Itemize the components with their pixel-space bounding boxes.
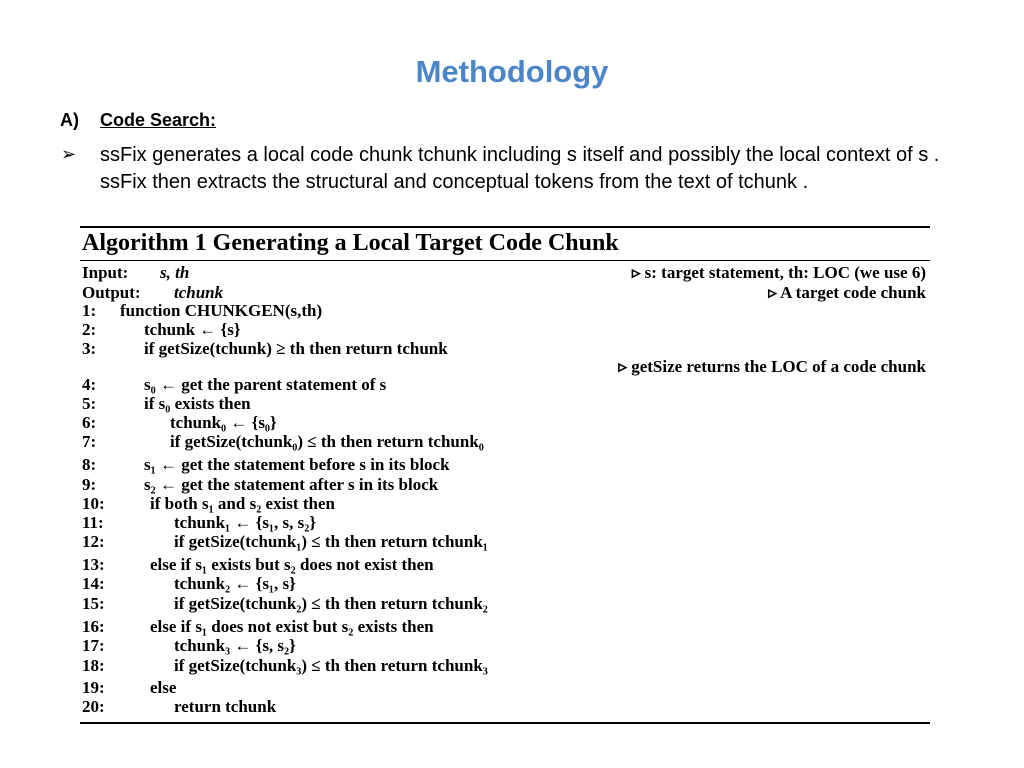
input-line — [80, 263, 930, 283]
line-number: 5: — [82, 394, 97, 413]
algorithm-box — [80, 226, 930, 724]
line-code: tchunk₁ ← {s₁, s, s₂} — [174, 513, 317, 532]
line-code: tchunk₃ ← {s, s₂} — [174, 636, 296, 655]
header-rule — [80, 260, 930, 261]
line-code: function CHUNKGEN(s,th) — [120, 301, 323, 320]
line-code: if getSize(tchunk₁) ≤ th then return tchunk₁ — [174, 532, 488, 551]
line-code: tchunk₀ ← {s₀} — [170, 413, 277, 432]
input-label: Input: — [82, 263, 129, 282]
bullet-arrow-icon: ➢ — [61, 144, 77, 164]
line-number: 18: — [82, 656, 105, 675]
line-number: 8: — [82, 455, 97, 474]
algorithm-line — [80, 301, 930, 321]
line-number: 6: — [82, 413, 97, 432]
algorithm-line — [80, 656, 930, 676]
output-line — [80, 283, 930, 303]
line-code: return tchunk — [174, 697, 277, 716]
algorithm-line — [80, 475, 930, 495]
algorithm-line — [80, 375, 930, 395]
line-code: else if s₁ does not exist but s₂ exists then — [150, 617, 434, 636]
algorithm-line — [80, 320, 930, 340]
line-code: if both s₁ and s₂ exist then — [150, 494, 335, 513]
line-number: 10: — [82, 494, 105, 513]
algorithm-line — [80, 697, 930, 717]
line-number: 13: — [82, 555, 105, 574]
line-code: s₁ ← get the statement before s in its block — [144, 455, 450, 474]
line-number: 1: — [82, 301, 97, 320]
line-code: s₂ ← get the statement after s in its block — [144, 475, 439, 494]
line-code: tchunk₂ ← {s₁, s} — [174, 574, 296, 593]
line-code: if getSize(tchunk₃) ≤ th then return tchunk₃ — [174, 656, 488, 675]
line-number: 7: — [82, 432, 97, 451]
line-number: 16: — [82, 617, 105, 636]
bullet-text: ssFix generates a local code chunk tchunk including s itself and possibly the local context of s . ssFix then extracts the structural and conceptual tokens from the text of tchunk . — [100, 144, 940, 193]
algorithm-line — [80, 394, 930, 414]
bottom-rule — [80, 722, 930, 724]
line-number: 2: — [82, 320, 97, 339]
algorithm-header: Algorithm 1 Generating a Local Target Code Chunk — [82, 230, 619, 256]
line-number: 12: — [82, 532, 105, 551]
output-comment: ▹ A target code chunk — [768, 283, 926, 302]
algorithm-line — [80, 574, 930, 594]
algorithm-line — [80, 513, 930, 533]
algorithm-line — [80, 617, 930, 637]
slide-title: Methodology — [415, 54, 609, 89]
line-number: 19: — [82, 678, 105, 697]
line-code: if s₀ exists then — [144, 394, 251, 413]
line-code: if getSize(tchunk₂) ≤ th then return tchunk₂ — [174, 594, 488, 613]
algorithm-line — [80, 357, 930, 377]
algorithm-line — [80, 494, 930, 514]
input-comment: ▹ s: target statement, th: LOC (we use 6) — [631, 263, 926, 282]
output-label: Output: — [82, 283, 141, 302]
line-code: tchunk ← {s} — [144, 320, 241, 339]
section-name: Code Search: — [100, 110, 217, 130]
output-var: tchunk — [174, 283, 224, 302]
line-code: s₀ ← get the parent statement of s — [144, 375, 387, 394]
line-code: if getSize(tchunk) ≥ th then return tchunk — [144, 339, 448, 358]
line-number: 9: — [82, 475, 97, 494]
algorithm-line — [80, 432, 930, 452]
line-number: 4: — [82, 375, 97, 394]
input-vars: s, th — [160, 263, 190, 282]
line-number: 3: — [82, 339, 97, 358]
section-label: A) — [60, 110, 79, 130]
line-number: 14: — [82, 574, 105, 593]
algorithm-line — [80, 339, 930, 359]
line-comment: ▹ getSize returns the LOC of a code chunk — [618, 357, 926, 376]
line-code: else if s₁ exists but s₂ does not exist then — [150, 555, 434, 574]
line-number: 11: — [82, 513, 104, 532]
line-code: else — [150, 678, 177, 697]
algorithm-line — [80, 555, 930, 575]
algorithm-line — [80, 532, 930, 552]
algorithm-line — [80, 455, 930, 475]
line-number: 15: — [82, 594, 105, 613]
algorithm-line — [80, 636, 930, 656]
algorithm-line — [80, 678, 930, 698]
line-code: if getSize(tchunk₀) ≤ th then return tchunk₀ — [170, 432, 484, 451]
line-number: 20: — [82, 697, 105, 716]
top-rule — [80, 226, 930, 228]
algorithm-line — [80, 413, 930, 433]
line-number: 17: — [82, 636, 105, 655]
algorithm-line — [80, 594, 930, 614]
